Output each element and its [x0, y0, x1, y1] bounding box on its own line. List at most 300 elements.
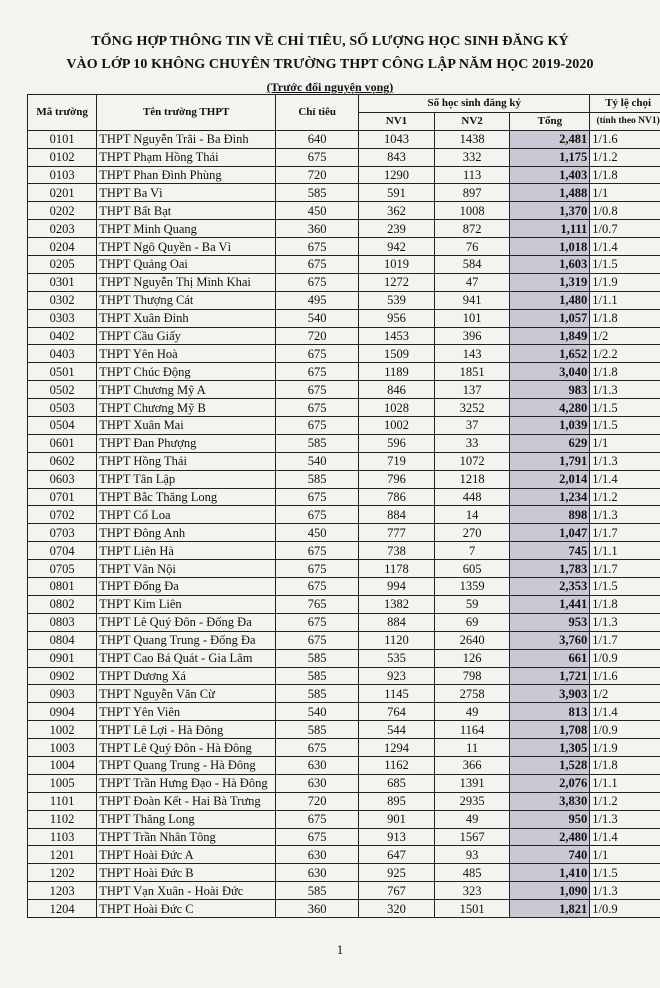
table-row — [28, 739, 660, 757]
cell-school-name: THPT Trần Nhân Tông — [97, 828, 276, 846]
table-row — [28, 631, 660, 649]
cell-ratio: 1/1.1 — [590, 774, 660, 792]
cell-school-name: THPT Vân Nội — [97, 560, 276, 578]
cell-school-code: 0303 — [28, 309, 97, 327]
cell-total: 1,488 — [510, 184, 590, 202]
cell-nv1: 884 — [359, 506, 435, 524]
cell-nv2: 1008 — [434, 202, 510, 220]
cell-school-name: THPT Chương Mỹ B — [97, 399, 276, 417]
cell-school-code: 0205 — [28, 256, 97, 274]
cell-nv2: 332 — [434, 148, 510, 166]
cell-ratio: 1/0.8 — [590, 202, 660, 220]
cell-school-code: 0801 — [28, 578, 97, 596]
cell-nv2: 93 — [434, 846, 510, 864]
cell-ratio: 1/1.5 — [590, 256, 660, 274]
cell-school-name: THPT Quang Trung - Đống Đa — [97, 631, 276, 649]
cell-ratio: 1/1.1 — [590, 542, 660, 560]
cell-nv1: 1509 — [359, 345, 435, 363]
header-nv1: NV1 — [359, 112, 435, 130]
table-row — [28, 238, 660, 256]
cell-school-name: THPT Ngô Quyền - Ba Vì — [97, 238, 276, 256]
table-row — [28, 828, 660, 846]
cell-school-code: 0403 — [28, 345, 97, 363]
cell-nv1: 923 — [359, 667, 435, 685]
cell-nv2: 101 — [434, 309, 510, 327]
cell-school-code: 0602 — [28, 452, 97, 470]
cell-nv1: 843 — [359, 148, 435, 166]
table-row — [28, 434, 660, 452]
cell-school-name: THPT Thượng Cát — [97, 291, 276, 309]
cell-total: 3,830 — [510, 792, 590, 810]
cell-quota: 585 — [276, 470, 359, 488]
cell-ratio: 1/1.3 — [590, 381, 660, 399]
cell-ratio: 1/1.7 — [590, 524, 660, 542]
cell-total: 1,791 — [510, 452, 590, 470]
cell-quota: 675 — [276, 148, 359, 166]
cell-total: 1,018 — [510, 238, 590, 256]
cell-ratio: 1/1.3 — [590, 506, 660, 524]
cell-ratio: 1/1.8 — [590, 756, 660, 774]
cell-nv2: 1072 — [434, 452, 510, 470]
cell-ratio: 1/1.5 — [590, 578, 660, 596]
cell-nv2: 1851 — [434, 363, 510, 381]
cell-ratio: 1/1.3 — [590, 613, 660, 631]
cell-school-name: THPT Cầu Giấy — [97, 327, 276, 345]
cell-quota: 675 — [276, 578, 359, 596]
cell-quota: 630 — [276, 864, 359, 882]
cell-quota: 450 — [276, 202, 359, 220]
cell-nv1: 796 — [359, 470, 435, 488]
cell-school-name: THPT Nguyễn Trãi - Ba Đình — [97, 130, 276, 148]
cell-school-code: 0904 — [28, 703, 97, 721]
cell-school-name: THPT Chúc Động — [97, 363, 276, 381]
cell-ratio: 1/1.3 — [590, 882, 660, 900]
cell-nv1: 1145 — [359, 685, 435, 703]
cell-quota: 675 — [276, 399, 359, 417]
cell-nv2: 1164 — [434, 721, 510, 739]
cell-ratio: 1/1.8 — [590, 595, 660, 613]
cell-total: 1,783 — [510, 560, 590, 578]
cell-ratio: 1/1 — [590, 434, 660, 452]
cell-quota: 360 — [276, 220, 359, 238]
cell-school-name: THPT Quang Trung - Hà Đông — [97, 756, 276, 774]
cell-nv1: 738 — [359, 542, 435, 560]
cell-total: 745 — [510, 542, 590, 560]
cell-total: 3,760 — [510, 631, 590, 649]
cell-ratio: 1/1.2 — [590, 148, 660, 166]
cell-nv2: 2935 — [434, 792, 510, 810]
cell-school-code: 0901 — [28, 649, 97, 667]
cell-total: 1,528 — [510, 756, 590, 774]
cell-school-name: THPT Nguyễn Thị Minh Khai — [97, 273, 276, 291]
cell-nv1: 544 — [359, 721, 435, 739]
cell-quota: 765 — [276, 595, 359, 613]
cell-school-code: 0903 — [28, 685, 97, 703]
cell-quota: 630 — [276, 756, 359, 774]
cell-school-code: 0102 — [28, 148, 97, 166]
cell-nv2: 872 — [434, 220, 510, 238]
cell-total: 3,040 — [510, 363, 590, 381]
cell-school-name: THPT Yên Hoà — [97, 345, 276, 363]
cell-nv2: 14 — [434, 506, 510, 524]
cell-nv1: 884 — [359, 613, 435, 631]
cell-ratio: 1/0.7 — [590, 220, 660, 238]
table-row — [28, 417, 660, 435]
cell-ratio: 1/1.8 — [590, 309, 660, 327]
cell-ratio: 1/2 — [590, 327, 660, 345]
cell-nv2: 798 — [434, 667, 510, 685]
table-row — [28, 327, 660, 345]
cell-quota: 630 — [276, 774, 359, 792]
cell-nv2: 1391 — [434, 774, 510, 792]
table-row — [28, 721, 660, 739]
cell-quota: 540 — [276, 309, 359, 327]
cell-quota: 675 — [276, 345, 359, 363]
cell-total: 1,370 — [510, 202, 590, 220]
cell-total: 1,603 — [510, 256, 590, 274]
cell-nv2: 941 — [434, 291, 510, 309]
cell-school-code: 0203 — [28, 220, 97, 238]
cell-school-code: 0402 — [28, 327, 97, 345]
cell-school-code: 0704 — [28, 542, 97, 560]
cell-nv2: 448 — [434, 488, 510, 506]
cell-school-code: 1004 — [28, 756, 97, 774]
cell-nv2: 49 — [434, 810, 510, 828]
cell-quota: 585 — [276, 882, 359, 900]
cell-quota: 675 — [276, 613, 359, 631]
cell-school-code: 1102 — [28, 810, 97, 828]
table-row — [28, 667, 660, 685]
cell-nv2: 270 — [434, 524, 510, 542]
cell-school-code: 0202 — [28, 202, 97, 220]
cell-ratio: 1/1.3 — [590, 452, 660, 470]
cell-total: 1,403 — [510, 166, 590, 184]
cell-nv1: 535 — [359, 649, 435, 667]
cell-nv1: 942 — [359, 238, 435, 256]
table-row — [28, 273, 660, 291]
cell-total: 2,353 — [510, 578, 590, 596]
table-row — [28, 864, 660, 882]
cell-nv1: 1189 — [359, 363, 435, 381]
cell-nv2: 897 — [434, 184, 510, 202]
cell-school-name: THPT Liên Hà — [97, 542, 276, 560]
table-row — [28, 792, 660, 810]
cell-nv1: 1453 — [359, 327, 435, 345]
cell-school-name: THPT Nguyễn Văn Cừ — [97, 685, 276, 703]
cell-nv2: 1501 — [434, 900, 510, 918]
cell-total: 1,319 — [510, 273, 590, 291]
cell-school-name: THPT Vạn Xuân - Hoài Đức — [97, 882, 276, 900]
cell-nv1: 539 — [359, 291, 435, 309]
table-row — [28, 810, 660, 828]
cell-quota: 630 — [276, 846, 359, 864]
table-row — [28, 578, 660, 596]
cell-quota: 675 — [276, 381, 359, 399]
cell-nv2: 323 — [434, 882, 510, 900]
cell-school-name: THPT Chương Mỹ A — [97, 381, 276, 399]
cell-school-name: THPT Yên Viên — [97, 703, 276, 721]
cell-school-code: 1201 — [28, 846, 97, 864]
cell-quota: 675 — [276, 631, 359, 649]
cell-nv2: 366 — [434, 756, 510, 774]
cell-school-name: THPT Phạm Hồng Thái — [97, 148, 276, 166]
table-row — [28, 613, 660, 631]
cell-school-name: THPT Hồng Thái — [97, 452, 276, 470]
cell-school-code: 0301 — [28, 273, 97, 291]
cell-ratio: 1/1.1 — [590, 291, 660, 309]
cell-school-name: THPT Cao Bá Quát - Gia Lâm — [97, 649, 276, 667]
cell-school-code: 0302 — [28, 291, 97, 309]
cell-ratio: 1/1.2 — [590, 488, 660, 506]
cell-quota: 675 — [276, 256, 359, 274]
cell-school-code: 1204 — [28, 900, 97, 918]
cell-school-code: 0502 — [28, 381, 97, 399]
cell-nv2: 584 — [434, 256, 510, 274]
cell-total: 1,039 — [510, 417, 590, 435]
table-row — [28, 220, 660, 238]
cell-ratio: 1/1.7 — [590, 560, 660, 578]
cell-school-code: 0601 — [28, 434, 97, 452]
cell-nv1: 956 — [359, 309, 435, 327]
header-quota: Chỉ tiêu — [276, 95, 359, 131]
cell-nv1: 591 — [359, 184, 435, 202]
cell-total: 1,652 — [510, 345, 590, 363]
cell-quota: 640 — [276, 130, 359, 148]
cell-nv1: 647 — [359, 846, 435, 864]
cell-school-name: THPT Lê Quý Đôn - Hà Đông — [97, 739, 276, 757]
cell-quota: 585 — [276, 721, 359, 739]
cell-school-name: THPT Đống Đa — [97, 578, 276, 596]
cell-nv2: 396 — [434, 327, 510, 345]
table-row — [28, 524, 660, 542]
cell-school-name: THPT Kim Liên — [97, 595, 276, 613]
cell-nv2: 1359 — [434, 578, 510, 596]
table-row — [28, 846, 660, 864]
cell-total: 1,821 — [510, 900, 590, 918]
cell-school-code: 0101 — [28, 130, 97, 148]
cell-school-name: THPT Minh Quang — [97, 220, 276, 238]
cell-nv2: 113 — [434, 166, 510, 184]
cell-school-name: THPT Hoài Đức C — [97, 900, 276, 918]
cell-nv2: 2758 — [434, 685, 510, 703]
cell-quota: 675 — [276, 828, 359, 846]
cell-nv1: 719 — [359, 452, 435, 470]
cell-nv1: 1178 — [359, 560, 435, 578]
cell-school-code: 0703 — [28, 524, 97, 542]
cell-nv1: 1294 — [359, 739, 435, 757]
table-row — [28, 685, 660, 703]
table-row — [28, 900, 660, 918]
table-row — [28, 202, 660, 220]
cell-total: 1,721 — [510, 667, 590, 685]
cell-total: 661 — [510, 649, 590, 667]
cell-nv1: 1272 — [359, 273, 435, 291]
cell-school-name: THPT Hoài Đức A — [97, 846, 276, 864]
cell-total: 1,047 — [510, 524, 590, 542]
cell-school-name: THPT Quảng Oai — [97, 256, 276, 274]
cell-nv1: 1162 — [359, 756, 435, 774]
cell-ratio: 1/0.9 — [590, 721, 660, 739]
cell-nv1: 901 — [359, 810, 435, 828]
cell-school-code: 0802 — [28, 595, 97, 613]
header-nv2: NV2 — [434, 112, 510, 130]
cell-ratio: 1/1.8 — [590, 363, 660, 381]
cell-quota: 585 — [276, 434, 359, 452]
cell-nv2: 1567 — [434, 828, 510, 846]
cell-ratio: 1/1 — [590, 846, 660, 864]
cell-nv1: 786 — [359, 488, 435, 506]
cell-nv1: 1028 — [359, 399, 435, 417]
cell-school-code: 1101 — [28, 792, 97, 810]
cell-total: 1,057 — [510, 309, 590, 327]
cell-ratio: 1/1.5 — [590, 399, 660, 417]
table-row — [28, 291, 660, 309]
cell-ratio: 1/1.5 — [590, 864, 660, 882]
cell-nv2: 1218 — [434, 470, 510, 488]
cell-school-name: THPT Dương Xá — [97, 667, 276, 685]
cell-school-name: THPT Tân Lập — [97, 470, 276, 488]
cell-school-name: THPT Ba Vì — [97, 184, 276, 202]
cell-ratio: 1/1.4 — [590, 470, 660, 488]
cell-nv2: 59 — [434, 595, 510, 613]
cell-school-code: 0103 — [28, 166, 97, 184]
header-ratio-note: (tính theo NV1) — [590, 112, 660, 130]
cell-nv2: 1438 — [434, 130, 510, 148]
cell-ratio: 1/1.8 — [590, 166, 660, 184]
cell-quota: 675 — [276, 542, 359, 560]
cell-school-code: 0702 — [28, 506, 97, 524]
cell-nv1: 925 — [359, 864, 435, 882]
cell-school-name: THPT Phan Đình Phùng — [97, 166, 276, 184]
cell-ratio: 1/2 — [590, 685, 660, 703]
cell-school-name: THPT Xuân Mai — [97, 417, 276, 435]
cell-school-name: THPT Đoàn Kết - Hai Bà Trưng — [97, 792, 276, 810]
cell-total: 740 — [510, 846, 590, 864]
cell-ratio: 1/0.9 — [590, 649, 660, 667]
cell-total: 1,441 — [510, 595, 590, 613]
cell-total: 953 — [510, 613, 590, 631]
cell-nv1: 777 — [359, 524, 435, 542]
cell-quota: 585 — [276, 649, 359, 667]
document-subtitle: (Trước đổi nguyện vọng) — [266, 80, 394, 94]
table-body — [28, 130, 660, 917]
table-row — [28, 381, 660, 399]
cell-quota: 720 — [276, 792, 359, 810]
table-row — [28, 130, 660, 148]
cell-nv1: 685 — [359, 774, 435, 792]
cell-nv2: 143 — [434, 345, 510, 363]
cell-quota: 720 — [276, 327, 359, 345]
document-title-line1: TỔNG HỢP THÔNG TIN VỀ CHỈ TIÊU, SỐ LƯỢNG HỌC SINH ĐĂNG KÝ — [91, 34, 569, 49]
cell-nv1: 362 — [359, 202, 435, 220]
cell-total: 1,234 — [510, 488, 590, 506]
table-row — [28, 345, 660, 363]
cell-nv1: 846 — [359, 381, 435, 399]
cell-nv1: 320 — [359, 900, 435, 918]
cell-quota: 495 — [276, 291, 359, 309]
cell-total: 1,305 — [510, 739, 590, 757]
table-row — [28, 363, 660, 381]
cell-nv1: 764 — [359, 703, 435, 721]
table-row — [28, 184, 660, 202]
cell-quota: 675 — [276, 273, 359, 291]
cell-school-name: THPT Thăng Long — [97, 810, 276, 828]
table-row — [28, 756, 660, 774]
cell-nv2: 47 — [434, 273, 510, 291]
table-row — [28, 595, 660, 613]
cell-nv1: 767 — [359, 882, 435, 900]
cell-school-code: 0603 — [28, 470, 97, 488]
cell-nv2: 7 — [434, 542, 510, 560]
cell-ratio: 1/1.4 — [590, 828, 660, 846]
cell-school-name: THPT Lê Quý Đôn - Đống Đa — [97, 613, 276, 631]
cell-school-code: 1203 — [28, 882, 97, 900]
cell-school-code: 0701 — [28, 488, 97, 506]
cell-school-code: 0204 — [28, 238, 97, 256]
cell-nv1: 1043 — [359, 130, 435, 148]
cell-quota: 675 — [276, 506, 359, 524]
cell-total: 4,280 — [510, 399, 590, 417]
cell-quota: 540 — [276, 703, 359, 721]
cell-total: 813 — [510, 703, 590, 721]
cell-nv2: 11 — [434, 739, 510, 757]
cell-nv1: 1019 — [359, 256, 435, 274]
cell-nv1: 913 — [359, 828, 435, 846]
cell-nv2: 2640 — [434, 631, 510, 649]
cell-quota: 585 — [276, 184, 359, 202]
cell-school-name: THPT Hoài Đức B — [97, 864, 276, 882]
cell-school-code: 0504 — [28, 417, 97, 435]
cell-quota: 675 — [276, 560, 359, 578]
cell-school-code: 0503 — [28, 399, 97, 417]
table-row — [28, 148, 660, 166]
cell-nv2: 76 — [434, 238, 510, 256]
cell-total: 1,090 — [510, 882, 590, 900]
cell-school-name: THPT Đan Phượng — [97, 434, 276, 452]
cell-total: 2,480 — [510, 828, 590, 846]
cell-quota: 720 — [276, 166, 359, 184]
cell-quota: 585 — [276, 667, 359, 685]
cell-total: 2,481 — [510, 130, 590, 148]
cell-quota: 540 — [276, 452, 359, 470]
table-row — [28, 560, 660, 578]
cell-nv2: 37 — [434, 417, 510, 435]
cell-total: 1,849 — [510, 327, 590, 345]
cell-school-code: 1003 — [28, 739, 97, 757]
cell-nv2: 605 — [434, 560, 510, 578]
cell-nv2: 137 — [434, 381, 510, 399]
cell-total: 3,903 — [510, 685, 590, 703]
cell-ratio: 1/1.2 — [590, 792, 660, 810]
cell-total: 2,076 — [510, 774, 590, 792]
cell-quota: 585 — [276, 685, 359, 703]
document-title-line2: VÀO LỚP 10 KHÔNG CHUYÊN TRƯỜNG THPT CÔNG LẬP NĂM HỌC 2019-2020 — [66, 57, 594, 72]
cell-school-code: 0201 — [28, 184, 97, 202]
cell-school-code: 0705 — [28, 560, 97, 578]
cell-school-name: THPT Lê Lợi - Hà Đông — [97, 721, 276, 739]
cell-school-code: 0804 — [28, 631, 97, 649]
cell-school-code: 0501 — [28, 363, 97, 381]
cell-quota: 450 — [276, 524, 359, 542]
cell-ratio: 1/1.4 — [590, 703, 660, 721]
cell-ratio: 1/1 — [590, 184, 660, 202]
cell-quota: 675 — [276, 739, 359, 757]
table-row — [28, 703, 660, 721]
cell-total: 1,111 — [510, 220, 590, 238]
cell-quota: 675 — [276, 488, 359, 506]
cell-ratio: 1/1.9 — [590, 739, 660, 757]
cell-quota: 675 — [276, 363, 359, 381]
